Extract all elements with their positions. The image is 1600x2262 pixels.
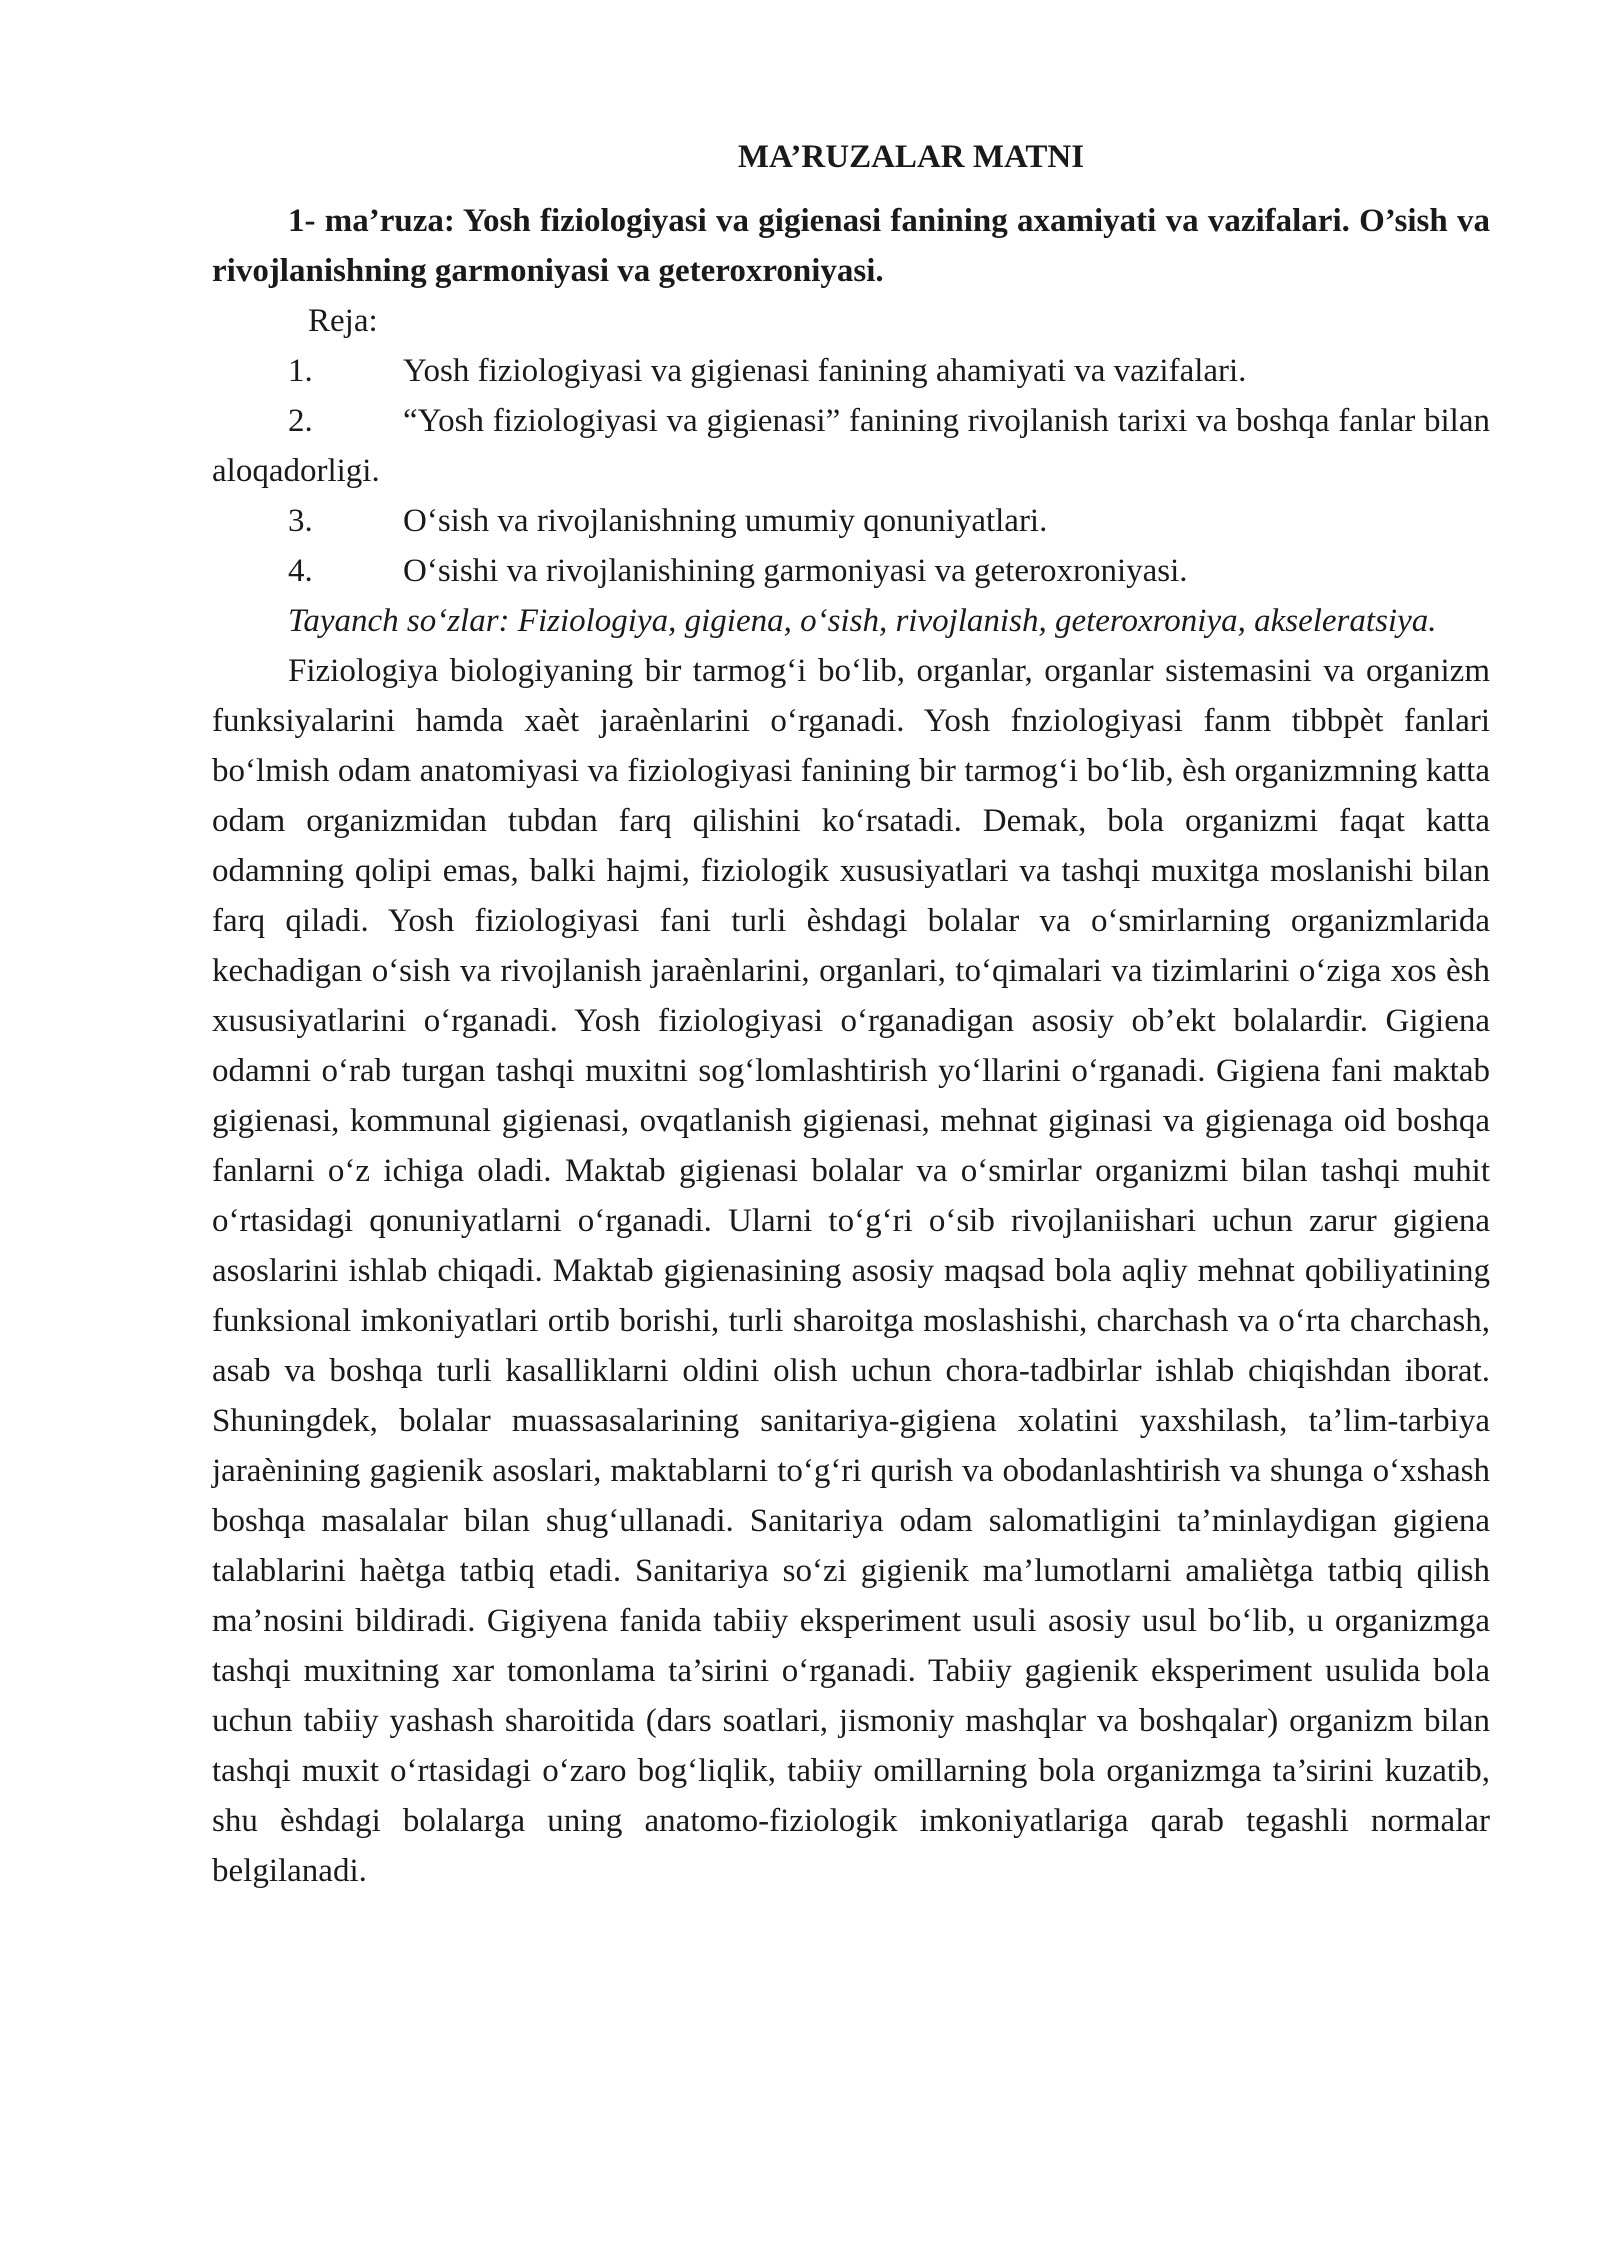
document-page bbox=[212, 132, 1490, 1896]
plan-list bbox=[212, 346, 1490, 596]
plan-item-text: “Yosh fiziologiyasi va gigienasi” fanining rivojlanish tarixi va boshqa fanlar bilan aloqadorligi. bbox=[212, 403, 1490, 489]
plan-item-number: 3. bbox=[288, 503, 313, 539]
plan-item-text: O‘sishi va rivojlanishining garmoniyasi va geteroxroniyasi. bbox=[403, 553, 1188, 589]
plan-item-text: O‘sish va rivojlanishning umumiy qonuniyatlari. bbox=[403, 503, 1048, 539]
plan-label: Reja: bbox=[308, 303, 378, 339]
plan-item-text: Yosh fiziologiyasi va gigienasi fanining ahamiyati va vazifalari. bbox=[403, 353, 1247, 389]
plan-item bbox=[212, 546, 1490, 596]
body-paragraph: Fiziologiya biologiyaning bir tarmog‘i bo‘lib, organlar, organlar sistemasini va organizm funksiyalarini hamda xaèt jaraènlarini o‘rganadi. Yosh fnziologiyasi fanm tibbpèt fanlari bo‘lmish odam anatomiyasi va fiziologiyasi fanining bir tarmog‘i bo‘lib, èsh organizmning katta odam organizmidan tubdan farq qilishini ko‘rsatadi. Demak, bola organizmi faqat katta odamning qolipi emas, balki hajmi, fiziologik xususiyatlari va tashqi muxitga moslanishi bilan farq qiladi. Yosh fiziologiyasi fani turli èshdagi bolalar va o‘smirlarning organizmlarida kechadigan o‘sish va rivojlanish jaraènlarini, organlari, to‘qimalari va tizimlarini o‘ziga xos èsh xususiyatlarini o‘rganadi. Yosh fiziologiyasi o‘rganadigan asosiy ob’ekt bolalardir. Gigiena odamni o‘rab turgan tashqi muxitni sog‘lomlashtirish yo‘llarini o‘rganadi. Gigiena fani maktab gigienasi, kommunal gigienasi, ovqatlanish gigienasi, mehnat giginasi va gigienaga oid boshqa fanlarni o‘z ichiga oladi. Maktab gigienasi bolalar va o‘smirlar organizmi bilan tashqi muhit o‘rtasidagi qonuniyatlarni o‘rganadi. Ularni to‘g‘ri o‘sib rivojlaniishari uchun zarur gigiena asoslarini ishlab chiqadi. Maktab gigienasining asosiy maqsad bola aqliy mehnat qobiliyatining funksional imkoniyatlari ortib borishi, turli sharoitga moslashishi, charchash va o‘rta charchash, asab va boshqa turli kasalliklarni oldini olish uchun chora-tadbirlar ishlab chiqishdan iborat. Shuningdek, bolalar muassasalarining sanitariya-gigiena xolatini yaxshilash, ta’lim-tarbiya jaraènining gagienik asoslari, maktablarni to‘g‘ri qurish va obodanlashtirish va shunga o‘xshash boshqa masalalar bilan shug‘ullanadi. Sanitariya odam salomatligini ta’minlaydigan gigiena talablarini haètga tatbiq etadi. Sanitariya so‘zi gigienik ma’lumotlarni amaliètga tatbiq qilish ma’nosini bildiradi. Gigiyena fanida tabiiy eksperiment usuli asosiy usul bo‘lib, u organizmga tashqi muxitning xar tomonlama ta’sirini o‘rganadi. Tabiiy gagienik eksperiment usulida bola uchun tabiiy yashash sharoitida (dars soatlari, jismoniy mashqlar va boshqalar) organizm bilan tashqi muxit o‘rtasidagi o‘zaro bog‘liqlik, tabiiy omillarning bola organizmga ta’sirini kuzatib, shu èshdagi bolalarga uning anatomo-fiziologik imkoniyatlariga qarab tegashli normalar belgilanadi. bbox=[212, 653, 1490, 1889]
plan-item-number: 2. bbox=[288, 403, 313, 439]
keywords-paragraph: Tayanch so‘zlar: Fiziologiya, gigiena, o‘sish, rivojlanish, geteroxroniya, akseleratsiya. bbox=[288, 603, 1437, 639]
lecture-heading: 1- ma’ruza: Yosh fiziologiyasi va gigienasi fanining axamiyati va vazifalari. O’sish va rivojlanishning garmoniyasi va geteroxroniyasi. bbox=[212, 203, 1490, 289]
document-title: MA’RUZALAR MATNI bbox=[737, 139, 1085, 175]
plan-item-number: 4. bbox=[288, 553, 313, 589]
plan-item bbox=[212, 496, 1490, 546]
plan-item bbox=[212, 346, 1490, 396]
plan-item bbox=[212, 396, 1490, 496]
plan-item-number: 1. bbox=[288, 353, 313, 389]
